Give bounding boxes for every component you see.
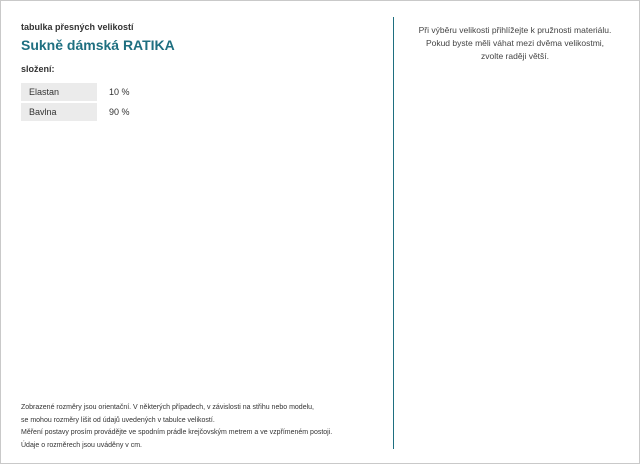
- column-divider: [393, 17, 394, 449]
- size-chart-left-column: [21, 21, 381, 451]
- material-name: Elastan: [21, 83, 97, 101]
- note-line: Zobrazené rozměry jsou orientační. V některých případech, v závislosti na střihu nebo modelu,: [21, 404, 314, 411]
- measurement-notes: [21, 402, 381, 452]
- table-row: [21, 83, 130, 101]
- page-subtitle: tabulka přesných velikostí: [21, 22, 134, 32]
- advice-line: Pokud byste měli váhat mezi dvěma velikostmi,: [425, 38, 605, 48]
- material-percent: 90 %: [109, 107, 130, 117]
- table-row: [21, 103, 130, 121]
- material-name: Bavlna: [21, 103, 97, 121]
- advice-line: zvolte raději větší.: [480, 51, 550, 61]
- note-line: Údaje o rozměrech jsou uváděny v cm.: [21, 441, 142, 449]
- advice-line: Při výběru velikosti přihlížejte k pružnosti materiálu.: [418, 25, 612, 35]
- page-title: Sukně dámská RATIKA: [21, 37, 175, 53]
- material-percent: 10 %: [109, 87, 130, 97]
- note-line: se mohou rozměry lišit od údajů uvedených v tabulce velikostí.: [21, 416, 215, 424]
- note-line: Měření postavy prosím provádějte ve spodním prádle krejčovským metrem a ve vzpřímeném postoji.: [21, 429, 333, 436]
- size-advice: [401, 24, 629, 63]
- composition-table: [21, 81, 130, 123]
- composition-label: složení:: [21, 64, 55, 74]
